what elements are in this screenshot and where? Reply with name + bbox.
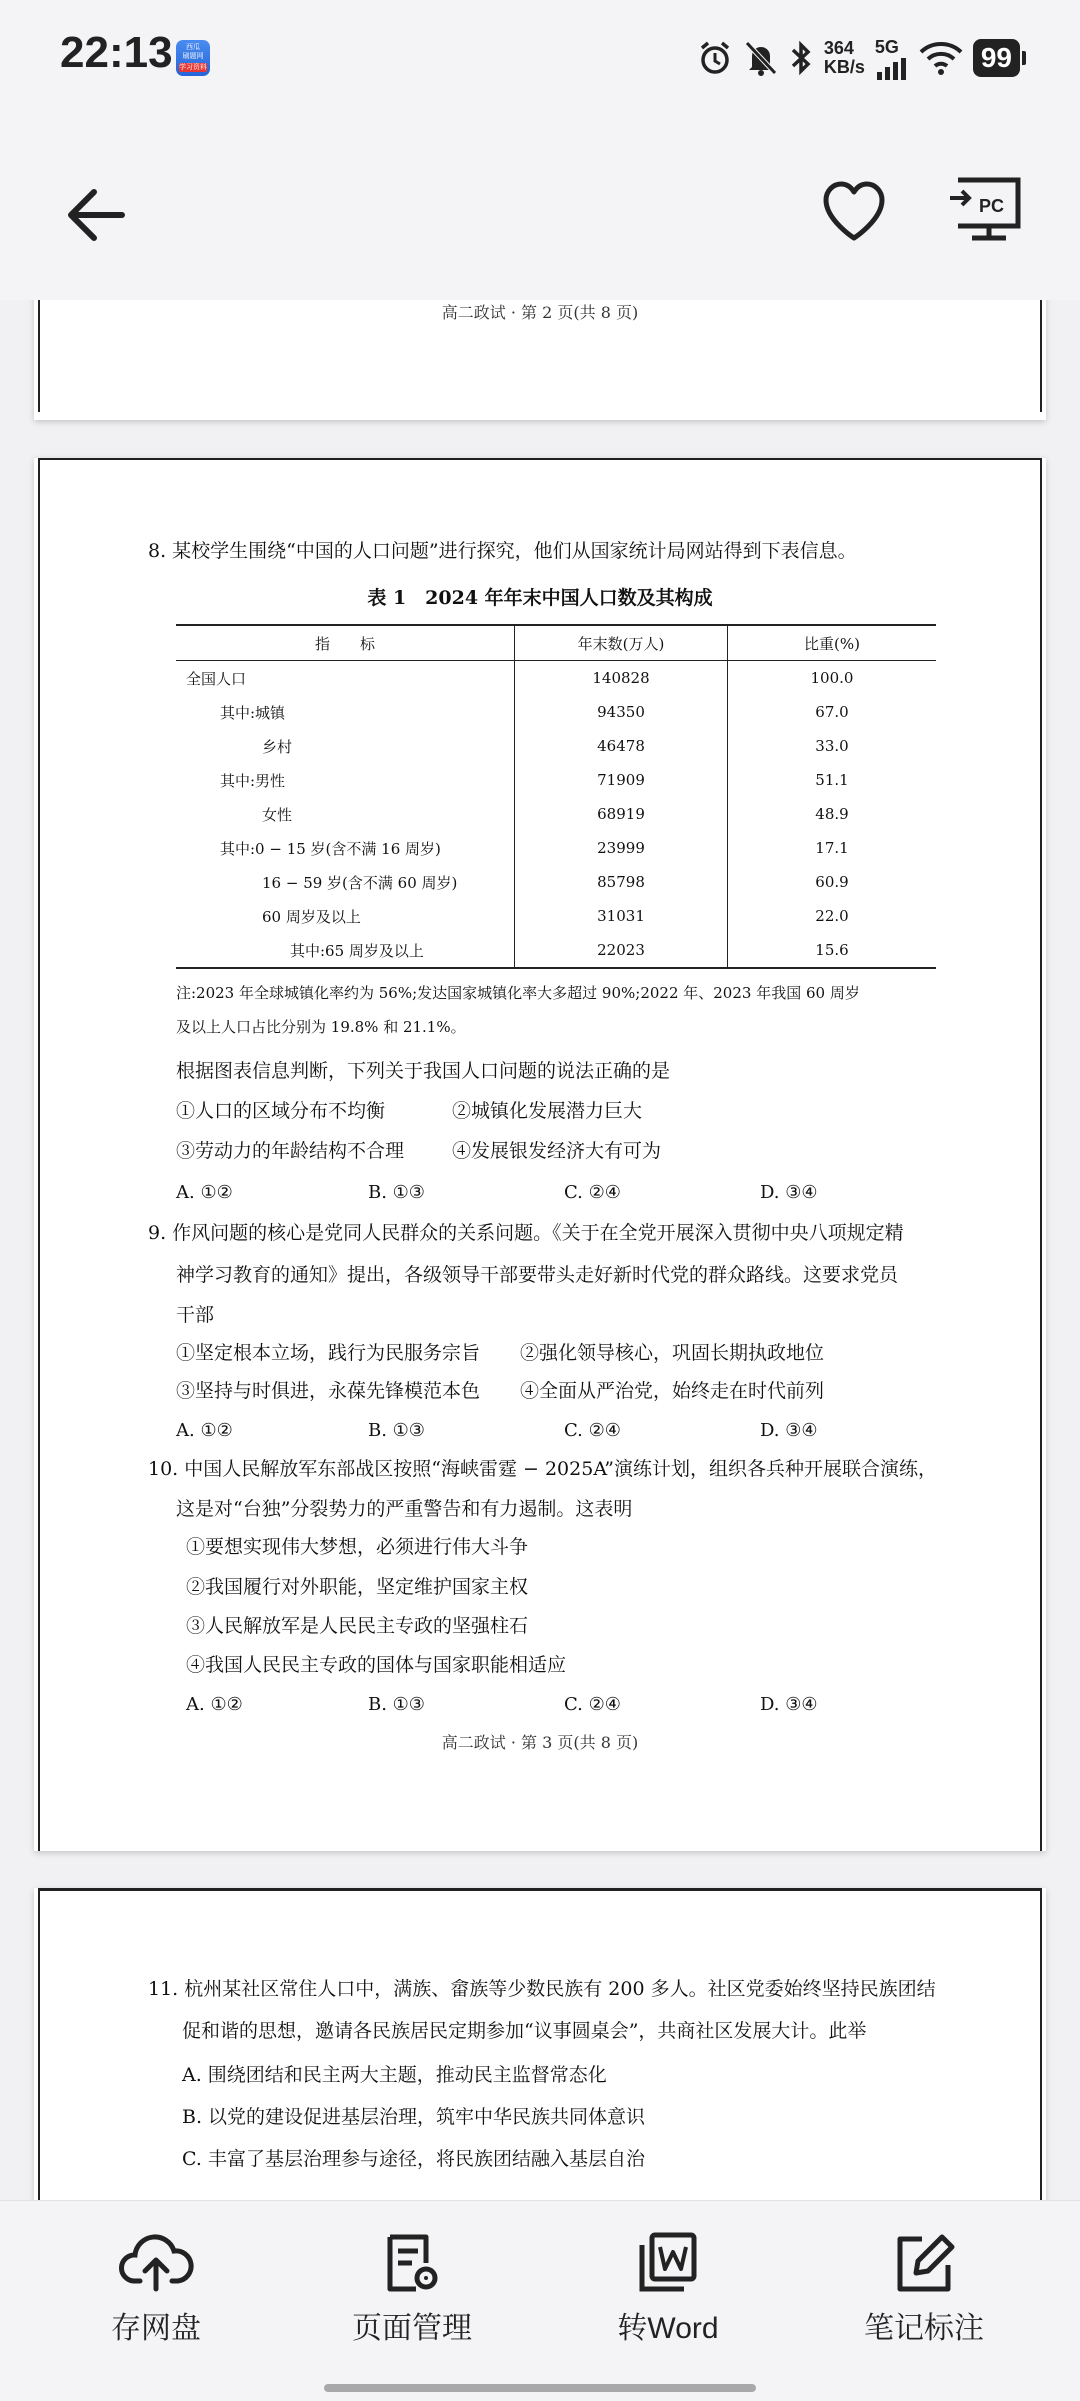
table-row: 16 − 59 岁(含不满 60 周岁) 85798 60.9 (176, 865, 936, 899)
q10-statement-3: ③人民解放军是人民民主专政的坚强柱石 (186, 1615, 529, 1637)
status-icons (696, 30, 1020, 86)
q10-statement-4: ④我国人民民主专政的国体与国家职能相适应 (186, 1654, 567, 1676)
question-8-stem: 8. 某校学生围绕“中国的人口问题”进行探究，他们从国家统计局网站得到下表信息。 (148, 540, 857, 562)
question-8-prompt: 根据图表信息判断，下列关于我国人口问题的说法正确的是 (176, 1060, 671, 1082)
table-row: 其中:65 周岁及以上 22023 15.6 (176, 933, 936, 968)
q9-statement-1: ①坚定根本立场，践行为民服务宗旨 (176, 1342, 481, 1364)
q9-statement-4: ④全面从严治党，始终走在时代前列 (520, 1380, 825, 1402)
question-9-line-2: 神学习教育的通知》提出，各级领导干部要带头走好新时代党的群众路线。这要求党员 (176, 1264, 899, 1286)
bluetooth-icon (788, 39, 814, 77)
svg-text:PC: PC (979, 196, 1005, 216)
edit-note-icon (892, 2231, 956, 2295)
page-manage-button[interactable]: 页面管理 (312, 2231, 512, 2347)
q8-option-b: B. ①③ (368, 1182, 425, 1203)
table-row: 女性 68919 48.9 (176, 797, 936, 831)
table-row: 其中:男性 71909 51.1 (176, 763, 936, 797)
net-speed: 364 KB/s (823, 38, 865, 77)
q9-option-b: B. ①③ (368, 1420, 425, 1441)
table-note-line-1: 注:2023 年全球城镇化率约为 56%;发达国家城镇化率大多超过 90%;2022 年、2023 年我国 60 周岁 (176, 984, 860, 1002)
question-9-line-1: 9. 作风问题的核心是党同人民群众的关系问题。《关于在全党开展深入贯彻中央八项规定精 (148, 1222, 904, 1244)
question-10-line-2: 这是对“台独”分裂势力的严重警告和有力遏制。这表明 (176, 1498, 633, 1520)
table-header: 年末数(万人) (515, 625, 728, 661)
pdf-page-4 (34, 1888, 1046, 2200)
page-settings-icon (380, 2231, 444, 2295)
q8-statement-2: ②城镇化发展潜力巨大 (452, 1100, 643, 1122)
wifi-icon (919, 40, 963, 76)
battery-indicator: 99 (973, 39, 1020, 77)
question-11-line-1: 11. 杭州某社区常住人口中，满族、畲族等少数民族有 200 多人。社区党委始终坚持民族团结 (148, 1978, 936, 2000)
clock: 22:13 (60, 28, 173, 77)
document-viewer[interactable] (0, 300, 1080, 2200)
bottom-toolbar (0, 2200, 1080, 2401)
app-notification-icon: 西瓜 刷题网 学习资料 (176, 40, 210, 76)
q9-statement-3: ③坚持与时俱进，永葆先锋模范本色 (176, 1380, 481, 1402)
page-footer: 高二政试 · 第 2 页(共 8 页) (441, 303, 639, 322)
pdf-page-3 (34, 458, 1046, 1851)
q10-statement-2: ②我国履行对外职能，坚定维护国家主权 (186, 1576, 529, 1598)
population-table (176, 624, 936, 969)
table-row: 其中:城镇 94350 67.0 (176, 695, 936, 729)
signal-bars-icon (875, 58, 909, 80)
top-app-bar (0, 110, 1080, 300)
q9-option-c: C. ②④ (564, 1420, 621, 1441)
q11-option-c: C. 丰富了基层治理参与途径，将民族团结融入基层自治 (182, 2148, 645, 2170)
q10-statement-1: ①要想实现伟大梦想，必须进行伟大斗争 (186, 1536, 529, 1558)
word-icon (636, 2231, 700, 2295)
q8-option-d: D. ③④ (760, 1182, 818, 1203)
send-to-pc-icon[interactable] (946, 172, 1022, 248)
table-row: 60 周岁及以上 31031 22.0 (176, 899, 936, 933)
q10-option-a: A. ①② (186, 1694, 243, 1715)
annotate-button[interactable]: 笔记标注 (824, 2231, 1024, 2347)
q8-option-c: C. ②④ (564, 1182, 621, 1203)
q8-option-a: A. ①② (176, 1182, 233, 1203)
alarm-icon (696, 39, 734, 77)
heart-icon[interactable] (818, 176, 890, 248)
table-header: 指 标 (176, 625, 515, 661)
table-note-line-2: 及以上人口占比分别为 19.8% 和 21.1%。 (176, 1018, 466, 1036)
q8-statement-3: ③劳动力的年龄结构不合理 (176, 1140, 405, 1162)
status-bar (0, 0, 1080, 110)
mute-bell-icon (744, 39, 778, 77)
q9-option-d: D. ③④ (760, 1420, 818, 1441)
page-footer: 高二政试 · 第 3 页(共 8 页) (441, 1733, 639, 1752)
cloud-upload-icon (118, 2231, 194, 2295)
q9-option-a: A. ①② (176, 1420, 233, 1441)
q11-option-b: B. 以党的建设促进基层治理，筑牢中华民族共同体意识 (182, 2106, 646, 2128)
q10-option-b: B. ①③ (368, 1694, 425, 1715)
table-header: 比重(%) (728, 625, 937, 661)
home-indicator[interactable] (324, 2384, 756, 2392)
table-row: 其中:0 − 15 岁(含不满 16 周岁) 23999 17.1 (176, 831, 936, 865)
question-11-line-2: 促和谐的思想，邀请各民族居民定期参加“议事圆桌会”，共商社区发展大计。此举 (182, 2020, 867, 2042)
q10-option-c: C. ②④ (564, 1694, 621, 1715)
q9-statement-2: ②强化领导核心，巩固长期执政地位 (520, 1342, 825, 1364)
question-9-line-3: 干部 (176, 1304, 215, 1326)
table-caption: 表 1 2024 年年末中国人口数及其构成 (367, 587, 713, 609)
q11-option-a: A. 围绕团结和民主两大主题，推动民主监督常态化 (182, 2064, 607, 2086)
convert-to-word-button[interactable]: 转Word (568, 2231, 768, 2347)
question-10-line-1: 10. 中国人民解放军东部战区按照“海峡雷霆 − 2025A”演练计划，组织各兵种开展联合演练， (148, 1458, 937, 1480)
q10-option-d: D. ③④ (760, 1694, 818, 1715)
q8-statement-4: ④发展银发经济大有可为 (452, 1140, 662, 1162)
table-row: 乡村 46478 33.0 (176, 729, 936, 763)
save-to-cloud-button[interactable]: 存网盘 (56, 2231, 256, 2347)
table-row: 全国人口 140828 100.0 (176, 661, 936, 696)
pdf-page-2 (34, 300, 1046, 420)
q8-statement-1: ①人口的区域分布不均衡 (176, 1100, 386, 1122)
signal: 5G (875, 37, 909, 80)
back-arrow-icon[interactable] (62, 180, 132, 250)
